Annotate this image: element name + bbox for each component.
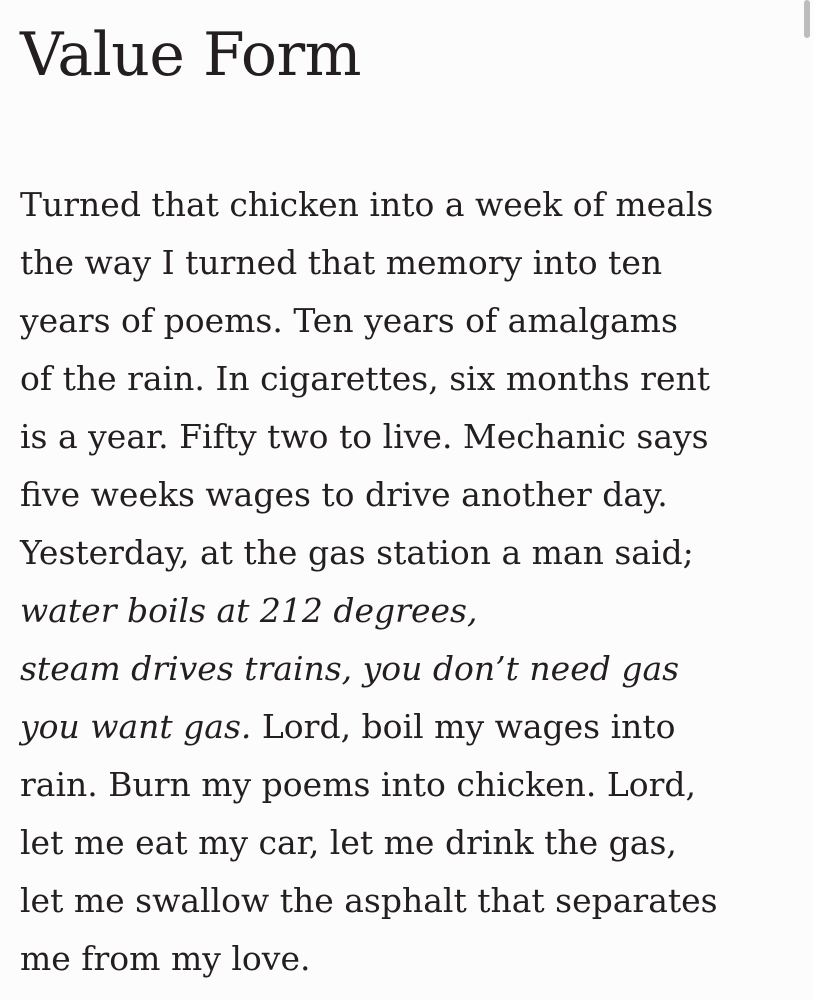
poem-line: five weeks wages to drive another day.	[20, 475, 668, 514]
poem-title: Value Form	[20, 20, 362, 90]
poem-line: rain. Burn my poems into chicken. Lord,	[20, 765, 697, 804]
poem-line: Yesterday, at the gas station a man said;	[20, 533, 694, 572]
poem-line-italic: steam drives trains, you don’t need gas	[20, 649, 680, 688]
scrollbar-thumb[interactable]	[804, 0, 810, 38]
poem-line: me from my love.	[20, 939, 311, 978]
poem-line: the way I turned that memory into ten	[20, 243, 663, 282]
poem-body	[20, 176, 814, 988]
poem-line: is a year. Fifty two to live. Mechanic says	[20, 417, 709, 456]
poem-line: Turned that chicken into a week of meals	[20, 185, 714, 224]
poem-line: let me swallow the asphalt that separates	[20, 881, 718, 920]
poem-line-fragment: Lord, boil my wages into	[251, 707, 676, 746]
poem-line-italic-fragment: you want gas.	[20, 707, 252, 746]
poem-line-mixed	[20, 698, 814, 756]
poem-line: years of poems. Ten years of amalgams	[20, 301, 678, 340]
poem-line-italic: water boils at 212 degrees,	[20, 591, 478, 630]
poem-line: let me eat my car, let me drink the gas,	[20, 823, 677, 862]
poem-line: of the rain. In cigarettes, six months rent	[20, 359, 710, 398]
